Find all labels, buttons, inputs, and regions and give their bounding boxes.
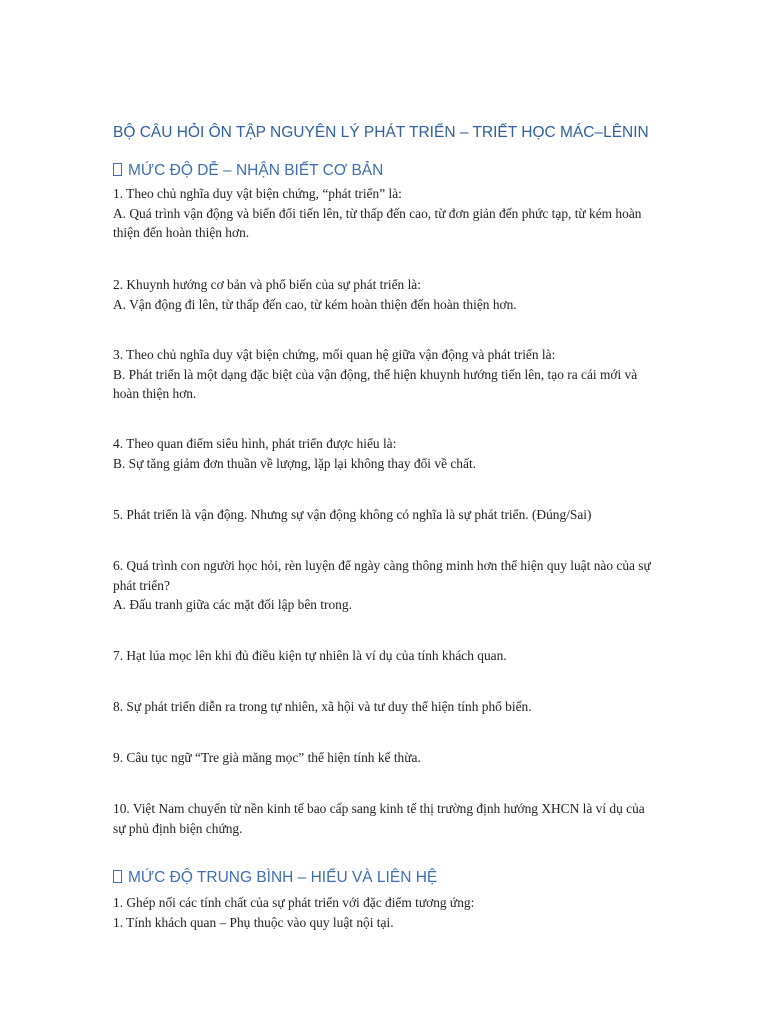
question-text: 5. Phát triển là vận động. Nhưng sự vận động không có nghĩa là sự phát triển. (Đúng/Sai): [113, 507, 592, 522]
answer-text: 1. Tính khách quan – Phụ thuộc vào quy luật nội tại.: [113, 914, 394, 930]
answer-text: B. Sự tăng giảm đơn thuần về lượng, lặp lại không thay đổi về chất.: [113, 455, 477, 471]
question-item-medium-1: [113, 893, 658, 932]
box-icon: [113, 163, 122, 176]
section-heading-label: MỨC ĐỘ TRUNG BÌNH – HIỂU VÀ LIÊN HỆ: [128, 869, 438, 886]
question-text: 2. Khuynh hướng cơ bản và phổ biến của sự phát triển là:: [113, 277, 421, 292]
question-text: 9. Câu tục ngữ “Tre già măng mọc” thể hiện tính kế thừa.: [113, 750, 421, 765]
question-item-6: [113, 556, 658, 615]
question-text: 1. Ghép nối các tính chất của sự phát triển với đặc điểm tương ứng:: [113, 895, 475, 910]
question-item-1: [113, 184, 658, 243]
answer-text: B. Phát triển là một dạng đặc biệt của vận động, thể hiện khuynh hướng tiến lên, tạo ra cái mới và hoàn thiện hơn.: [113, 366, 638, 402]
question-text: 4. Theo quan điểm siêu hình, phát triển được hiểu là:: [113, 436, 397, 451]
question-item-8: [113, 697, 658, 717]
section-heading-medium: [113, 869, 437, 887]
question-text: 8. Sự phát triển diễn ra trong tự nhiên, xã hội và tư duy thể hiện tính phổ biến.: [113, 699, 532, 714]
question-text: 1. Theo chủ nghĩa duy vật biện chứng, “phát triển” là:: [113, 186, 402, 201]
question-item-3: [113, 345, 658, 404]
box-icon: [113, 870, 122, 883]
section-heading-easy: [113, 162, 383, 180]
section-heading-label: MỨC ĐỘ DỄ – NHẬN BIẾT CƠ BẢN: [128, 162, 384, 179]
question-item-7: [113, 646, 658, 666]
question-item-5: [113, 505, 658, 525]
answer-text: A. Đấu tranh giữa các mặt đối lập bên trong.: [113, 597, 352, 613]
question-text: 10. Việt Nam chuyển từ nền kinh tế bao cấp sang kinh tế thị trường định hướng XHCN là ví dụ của sự phủ định biện chứng.: [113, 801, 645, 836]
answer-text: A. Vận động đi lên, từ thấp đến cao, từ kém hoàn thiện đến hoàn thiện hơn.: [113, 296, 517, 312]
question-item-2: [113, 275, 658, 314]
question-text: 3. Theo chủ nghĩa duy vật biện chứng, mối quan hệ giữa vận động và phát triển là:: [113, 347, 556, 362]
question-text: 6. Quá trình con người học hỏi, rèn luyện để ngày càng thông minh hơn thể hiện quy luật nào của sự phát triển?: [113, 558, 651, 593]
question-item-9: [113, 748, 658, 768]
question-item-10: [113, 799, 658, 838]
question-text: 7. Hạt lúa mọc lên khi đủ điều kiện tự nhiên là ví dụ của tính khách quan.: [113, 648, 507, 663]
answer-text: A. Quá trình vận động và biến đổi tiến lên, từ thấp đến cao, từ đơn giản đến phức tạp, từ kém hoàn thiện đến hoàn thiện hơn.: [113, 205, 642, 241]
document-title: BỘ CÂU HỎI ÔN TẬP NGUYÊN LÝ PHÁT TRIỂN – TRIẾT HỌC MÁC–LÊNIN: [113, 124, 649, 141]
question-item-4: [113, 434, 658, 473]
